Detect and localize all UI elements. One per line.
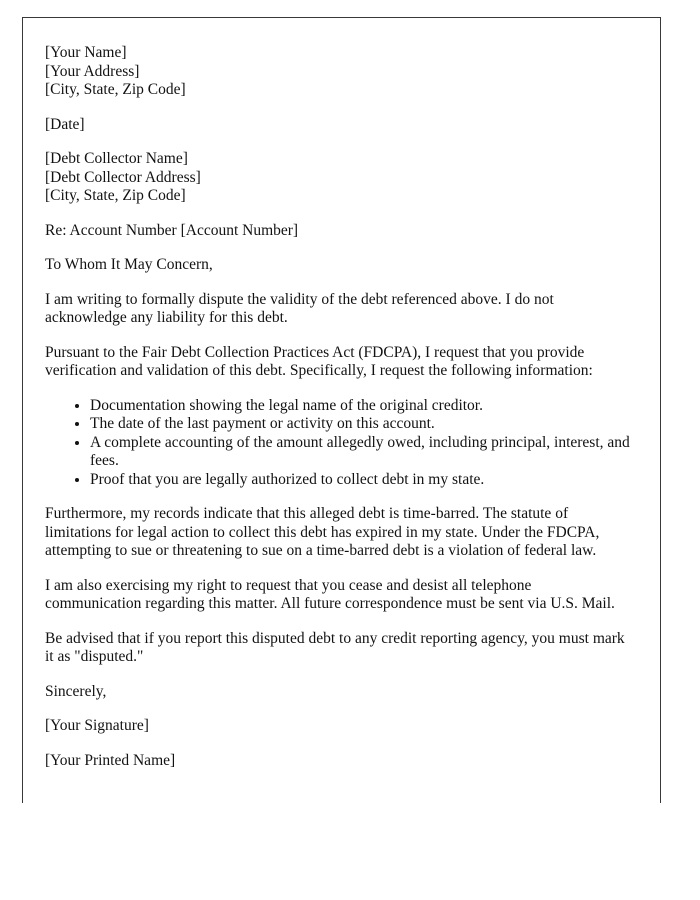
letter-frame	[22, 17, 661, 803]
paragraph-time-barred: Furthermore, my records indicate that this alleged debt is time-barred. The statute of limitations for legal action to collect this debt has expired in my state. Under the FDCPA, attempting to sue or threatening to sue on a time-barred debt is a violation of federal law.	[45, 505, 600, 559]
requested-items-list	[45, 397, 630, 490]
list-item-license-proof: • Proof that you are legally authorized to collect debt in my state.	[90, 471, 630, 490]
sender-city-state-zip: [City, State, Zip Code]	[45, 81, 186, 98]
recipient-address: [Debt Collector Address]	[45, 168, 201, 186]
date-line: [Date]	[45, 115, 85, 133]
printed-name-placeholder: [Your Printed Name]	[45, 751, 176, 769]
paragraph-cease-communication: I am also exercising my right to request that you cease and desist all telephone communication regarding this matter. All future correspondence must be sent via U.S. Mail.	[45, 576, 615, 612]
paragraph-credit-reporting: Be advised that if you report this disputed debt to any credit reporting agency, you must mark it as "disputed."	[45, 629, 625, 665]
recipient-name: [Debt Collector Name]	[45, 150, 188, 167]
list-item-complete-accounting: • A complete accounting of the amount allegedly owed, including principal, interest, and fees.	[90, 434, 630, 471]
paragraph-verification-request: Pursuant to the Fair Debt Collection Practices Act (FDCPA), I request that you provide verification and validation of this debt. Specifically, I request the following information:	[45, 343, 593, 379]
signature-placeholder: [Your Signature]	[45, 717, 149, 734]
sender-address-block	[45, 44, 630, 100]
recipient-address-block	[45, 150, 630, 206]
list-item-original-creditor: • Documentation showing the legal name of the original creditor.	[90, 397, 630, 416]
list-item-last-payment-date: • The date of the last payment or activity on this account.	[90, 415, 630, 434]
recipient-city-state-zip: [City, State, Zip Code]	[45, 187, 186, 204]
sender-name: [Your Name]	[45, 44, 127, 61]
sender-address: [Your Address]	[45, 62, 140, 80]
signoff: Sincerely,	[45, 682, 107, 700]
paragraph-dispute: I am writing to formally dispute the validity of the debt referenced above. I do not acknowledge any liability for this debt.	[45, 290, 554, 326]
subject-line: Re: Account Number [Account Number]	[45, 221, 299, 239]
salutation: To Whom It May Concern,	[45, 256, 213, 273]
